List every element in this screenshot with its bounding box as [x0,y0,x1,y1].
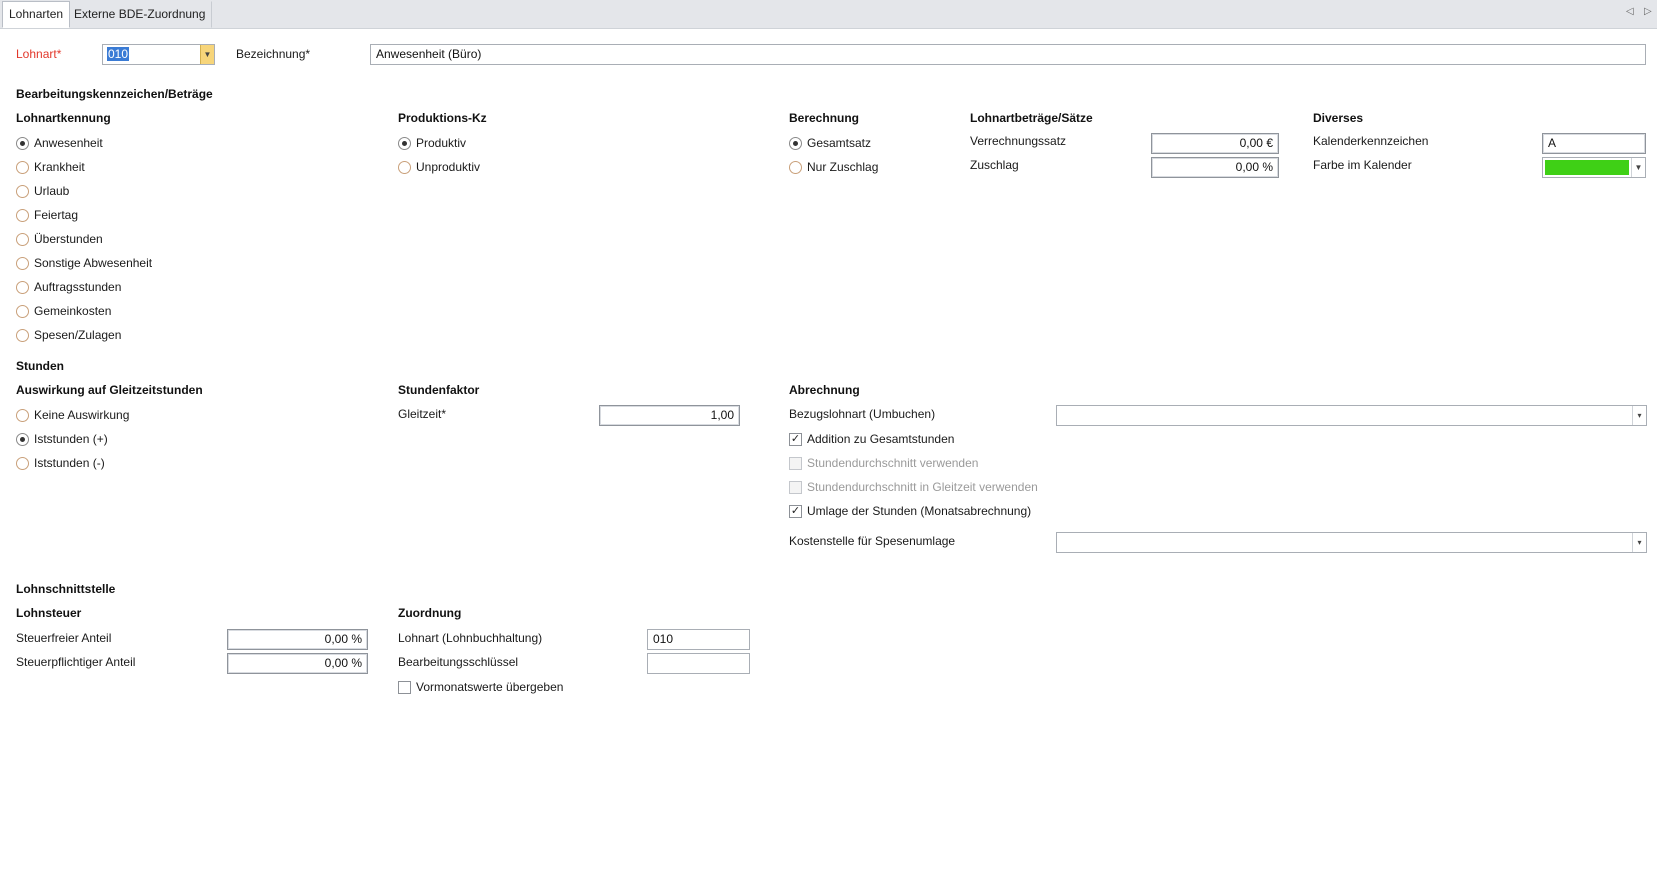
gleitzeit-label: Gleitzeit* [398,407,447,421]
radio-label: Unproduktiv [416,160,481,174]
diverses-title: Diverses [1313,111,1364,125]
section-bearbeitungskennzeichen: Bearbeitungskennzeichen/Beträge [16,87,213,101]
zuordnung-title: Zuordnung [398,606,462,620]
radio-label: Iststunden (-) [34,456,105,470]
lohnartkennung-title: Lohnartkennung [16,111,111,125]
kalenderkennzeichen-input[interactable]: A [1542,133,1646,154]
bezeichnung-label: Bezeichnung* [236,47,311,61]
berechnung-title: Berechnung [789,111,860,125]
bezugslohnart-combo[interactable] [1056,405,1647,426]
addition-label: Addition zu Gesamtstunden [807,432,955,446]
lohnart-combo[interactable] [102,44,215,65]
radio-feiertag[interactable] [16,209,29,222]
section-stunden: Stunden [16,359,64,373]
farbe-im-kalender-picker[interactable] [1542,157,1646,178]
farbe-im-kalender-label: Farbe im Kalender [1313,158,1412,172]
bezeichnung-input[interactable]: Anwesenheit (Büro) [370,44,1646,65]
lohnartbetraege-title: Lohnartbeträge/Sätze [970,111,1093,125]
tab-bar [0,0,1657,29]
radio-label: Produktiv [416,136,467,150]
addition-checkbox[interactable]: ✓ [790,433,801,445]
radio-label: Nur Zuschlag [807,160,879,174]
radio-label: Urlaub [34,184,70,198]
verrechnungssatz-label: Verrechnungssatz [970,134,1067,148]
radio-sonstige-abwesenheit[interactable] [16,257,29,270]
tab-lohnarten[interactable]: Lohnarten [2,1,70,28]
radio-iststunden-minus[interactable] [16,457,29,470]
gleitzeit-input[interactable]: 1,00 [599,405,740,426]
lohnsteuer-title: Lohnsteuer [16,606,82,620]
umlage-label: Umlage der Stunden (Monatsabrechnung) [807,504,1032,518]
radio-label: Krankheit [34,160,85,174]
steuerpflichtiger-anteil-label: Steuerpflichtiger Anteil [16,655,136,669]
chevron-down-icon[interactable]: ▾ [1632,406,1646,425]
lohnart-lohnbuchhaltung-input[interactable]: 010 [647,629,750,650]
radio-urlaub[interactable] [16,185,29,198]
tab-scroll-left-icon[interactable]: ◁ [1626,6,1634,17]
steuerpflichtiger-anteil-input[interactable]: 0,00 % [227,653,368,674]
stundenfaktor-title: Stundenfaktor [398,383,480,397]
radio-produktiv[interactable] [398,137,411,150]
stundendurchschnitt-gleitzeit-checkbox[interactable] [789,481,802,494]
radio-spesen-zulagen[interactable] [16,329,29,342]
radio-label: Überstunden [34,232,103,246]
radio-keine-auswirkung[interactable] [16,409,29,422]
radio-nur-zuschlag[interactable] [789,161,802,174]
radio-label: Gemeinkosten [34,304,112,318]
radio-ueberstunden[interactable] [16,233,29,246]
stundendurchschnitt-checkbox[interactable] [789,457,802,470]
chevron-down-icon[interactable]: ▾ [1632,533,1646,552]
radio-unproduktiv[interactable] [398,161,411,174]
steuerfreier-anteil-input[interactable]: 0,00 % [227,629,368,650]
chevron-down-icon[interactable]: ▼ [200,45,214,64]
radio-label: Sonstige Abwesenheit [34,256,153,270]
verrechnungssatz-input[interactable]: 0,00 € [1151,133,1279,154]
umlage-checkbox[interactable]: ✓ [790,505,801,517]
tab-externe-bde-zuordnung[interactable]: Externe BDE-Zuordnung [67,1,212,28]
radio-label: Spesen/Zulagen [34,328,122,342]
bezugslohnart-label: Bezugslohnart (Umbuchen) [789,407,936,421]
radio-label: Keine Auswirkung [34,408,130,422]
stundendurchschnitt-label: Stundendurchschnitt verwenden [807,456,979,470]
tab-scroll-right-icon[interactable]: ▷ [1644,6,1652,17]
stundendurchschnitt-gleitzeit-label: Stundendurchschnitt in Gleitzeit verwenden [807,480,1038,494]
produktions-kz-title: Produktions-Kz [398,111,487,125]
lohnart-label: Lohnart* [16,47,62,61]
radio-label: Anwesenheit [34,136,103,150]
color-swatch [1545,160,1629,175]
kostenstelle-label: Kostenstelle für Spesenumlage [789,534,956,548]
zuschlag-label: Zuschlag [970,158,1019,172]
steuerfreier-anteil-label: Steuerfreier Anteil [16,631,112,645]
radio-iststunden-plus[interactable] [16,433,29,446]
bearbeitungsschluessel-input[interactable] [647,653,750,674]
lohnart-lohnbuchhaltung-label: Lohnart (Lohnbuchhaltung) [398,631,543,645]
kostenstelle-combo[interactable] [1056,532,1647,553]
radio-label: Feiertag [34,208,79,222]
radio-krankheit[interactable] [16,161,29,174]
radio-label: Iststunden (+) [34,432,108,446]
vormonatswerte-label: Vormonatswerte übergeben [416,680,564,694]
chevron-down-icon[interactable]: ▼ [1631,158,1645,177]
vormonatswerte-checkbox[interactable] [398,681,411,694]
auswirkung-title: Auswirkung auf Gleitzeitstunden [16,383,203,397]
section-lohnschnittstelle: Lohnschnittstelle [16,582,116,596]
radio-anwesenheit[interactable] [16,137,29,150]
bearbeitungsschluessel-label: Bearbeitungsschlüssel [398,655,519,669]
radio-label: Gesamtsatz [807,136,872,150]
abrechnung-title: Abrechnung [789,383,860,397]
radio-auftragsstunden[interactable] [16,281,29,294]
kalenderkennzeichen-label: Kalenderkennzeichen [1313,134,1429,148]
zuschlag-input[interactable]: 0,00 % [1151,157,1279,178]
radio-gemeinkosten[interactable] [16,305,29,318]
radio-gesamtsatz[interactable] [789,137,802,150]
lohnart-value: 010 [108,47,129,61]
radio-label: Auftragsstunden [34,280,122,294]
